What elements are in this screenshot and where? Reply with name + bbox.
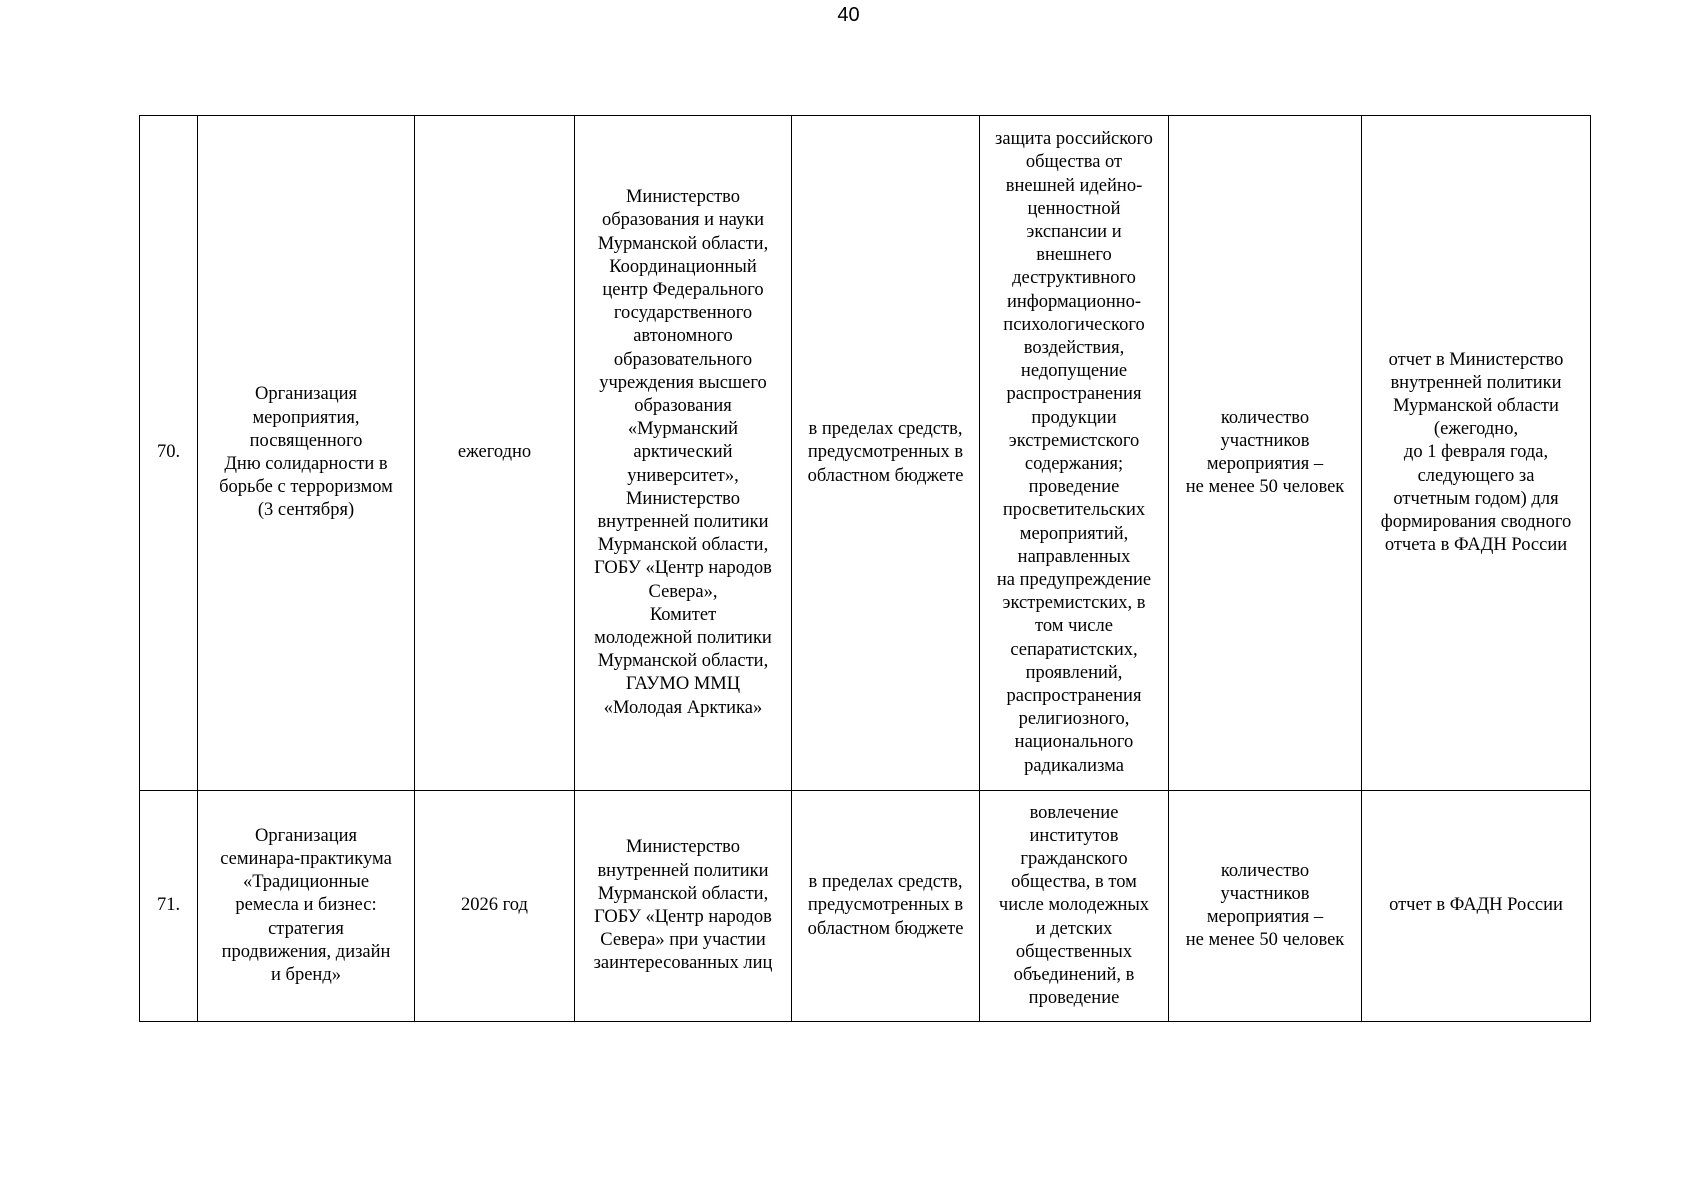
report-form-cell: отчет в ФАДН России bbox=[1362, 791, 1591, 1022]
funding-cell: в пределах средств, предусмотренных в областном бюджете bbox=[792, 116, 980, 791]
expected-result-cell: вовлечение институтов гражданского общества, в том числе молодежных и детских общественных объединений, в проведение bbox=[980, 791, 1169, 1022]
term-cell: 2026 год bbox=[415, 791, 575, 1022]
measures-table bbox=[139, 115, 1591, 1022]
executors-cell: Министерство образования и науки Мурманской области, Координационный центр Федерального государственного автономного образовательного учреждения высшего образования «Мурманский арктический университет», Министерство внутренней политики Мурманской области, ГОБУ «Центр народов Севера», Комитет молодежной политики Мурманской области, ГАУМО ММЦ «Молодая Арктика» bbox=[575, 116, 792, 791]
executors-cell: Министерство внутренней политики Мурманской области, ГОБУ «Центр народов Севера» при участии заинтересованных лиц bbox=[575, 791, 792, 1022]
term-cell: ежегодно bbox=[415, 116, 575, 791]
indicator-cell: количество участников мероприятия – не менее 50 человек bbox=[1169, 116, 1362, 791]
event-name-cell: Организация мероприятия, посвященного Дню солидарности в борьбе с терроризмом (3 сентября) bbox=[198, 116, 415, 791]
table-row bbox=[140, 791, 1591, 1022]
row-number-cell: 71. bbox=[140, 791, 198, 1022]
expected-result-cell: защита российского общества от внешней идейно- ценностной экспансии и внешнего деструктивного информационно- психологического воздействия, недопущение распространения продукции экстремистского содержания; проведение просветительских мероприятий, направленных на предупреждение экстремистских, в том числе сепаратистских, проявлений, распространения религиозного, национального радикализма bbox=[980, 116, 1169, 791]
event-name-cell: Организация семинара-практикума «Традиционные ремесла и бизнес: стратегия продвижения, дизайн и бренд» bbox=[198, 791, 415, 1022]
funding-cell: в пределах средств, предусмотренных в областном бюджете bbox=[792, 791, 980, 1022]
indicator-cell: количество участников мероприятия – не менее 50 человек bbox=[1169, 791, 1362, 1022]
table-row bbox=[140, 116, 1591, 791]
report-form-cell: отчет в Министерство внутренней политики Мурманской области (ежегодно, до 1 февраля года, следующего за отчетным годом) для формирования сводного отчета в ФАДН России bbox=[1362, 116, 1591, 791]
page-number: 40 bbox=[837, 4, 860, 26]
row-number-cell: 70. bbox=[140, 116, 198, 791]
